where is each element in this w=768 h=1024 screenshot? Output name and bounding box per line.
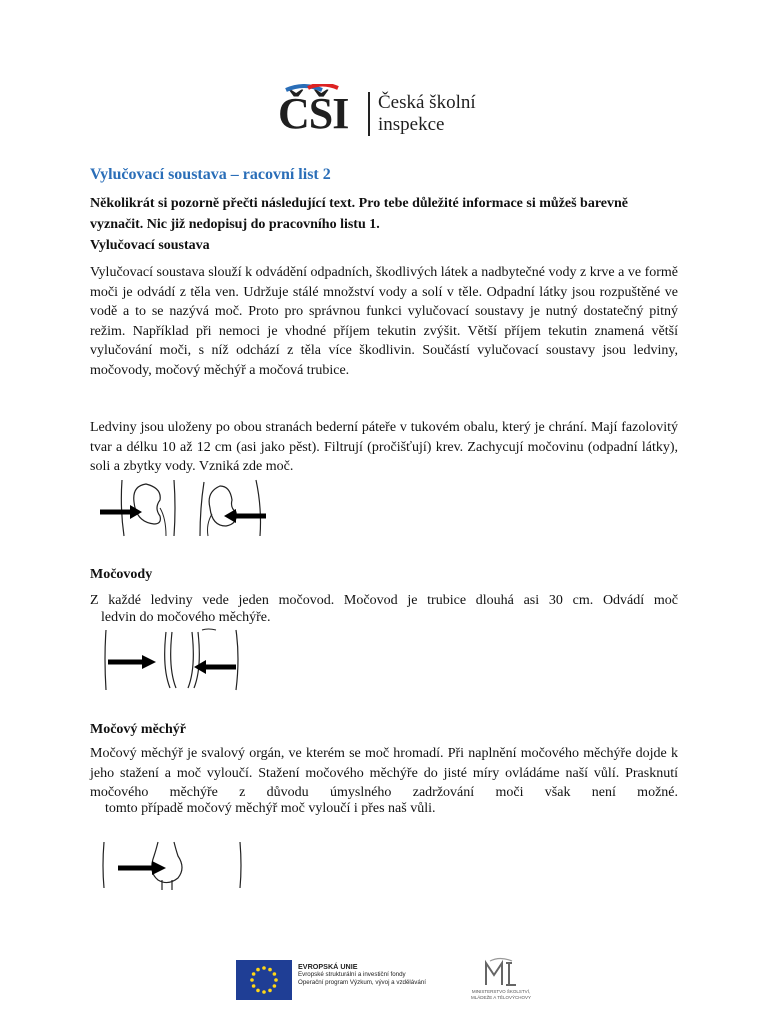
kidneys-figure (96, 478, 272, 538)
section-text-mocovody-line1: Z každé ledviny vede jeden močovod. Močovod je trubice dlouhá asi 30 cm. Odvádí moč (90, 593, 678, 608)
csi-logo (278, 84, 508, 140)
section-heading-mocovody: Močovody (90, 567, 153, 582)
eu-funding-text (298, 963, 426, 987)
kidneys-illustration (96, 478, 272, 538)
logo-line-1: Česká školní (378, 92, 476, 113)
section-text-ledviny: Ledviny jsou uloženy po obou stranách bederní páteře v tukovém obalu, který je chrání. Mají fazolovitý tvar a délku 10 až 12 cm (asi jako pěst). Filtrují (pročišťují) krev. Zachycují močovinu (odpadní látky), soli a zbytky vody. Vzniká zde moč. (90, 420, 678, 474)
section-text-mocovy-mechyr-last: tomto případě močový měchýř moč vyloučí i přes naš vůli. (105, 801, 436, 816)
csi-logo-mark: ČŠI (278, 89, 349, 138)
csi-logo-text (378, 92, 476, 136)
msmt-logo-mark-icon (460, 957, 542, 989)
eu-line-3: Operační program Výzkum, vývoj a vzdělávání (298, 979, 426, 986)
csi-logo-swoosh-icon (278, 84, 358, 140)
section-text-mocovy-mechyr: Močový měchýř je svalový orgán, ve kterém se moč hromadí. Při naplnění močového měchýře dojde k jeho stažení a moč vyloučí. Stažení močového měchýře do jisté míry ovládáme naší vůlí. Prasknutí močového měchýře z důvodu úmyslného zadržování moči však není možné. (90, 746, 678, 800)
section-heading-mocovy-mechyr: Močový měchýř (90, 722, 187, 737)
eu-flag-icon (236, 960, 292, 1000)
eu-line-1: EVROPSKÁ UNIE (298, 962, 358, 971)
ureters-illustration (96, 628, 246, 692)
msmt-line-1: MINISTERSTVO ŠKOLSTVÍ, (471, 989, 531, 994)
msmt-line-2: MLÁDEŽE A TĚLOVÝCHOVY (471, 994, 531, 1000)
funding-footer (236, 955, 542, 1005)
logo-divider (368, 92, 370, 136)
intro-instructions: Několikrát si pozorně přečti následující text. Pro tebe důležité informace si můžeš barevně vyznačit. Nic již nedopisuj do pracovního listu 1. (90, 196, 628, 232)
msmt-logo (460, 957, 542, 1001)
logo-line-2: inspekce (378, 114, 445, 135)
section-text-vylucovaci-soustava: Vylučovací soustava slouží k odvádění odpadních, škodlivých látek a nadbytečné vody z krve a ve formě moči je odvádí z těla ven. Udržuje stálé množství vody a solí v těle. Odpadní látky jsou rozpuštěné ve vodě a to se nazývá moč. Proto pro správnou funkci vylučovací soustavy je nutný dostatečný pitný režim. Například při nemoci je vhodné příjem tekutin zvýšit. Větší příjem tekutin znamená větší vylučování moči, s níž odchází z těla více škodlivin. Součástí vylučovací soustavy jsou ledviny, močovody, močový měchýř a močová trubice. (90, 265, 678, 378)
eu-line-2: Evropské strukturální a investiční fondy (298, 971, 406, 978)
section-heading-vylucovaci-soustava: Vylučovací soustava (90, 238, 210, 253)
bladder-illustration (96, 838, 246, 890)
ureters-figure (96, 628, 246, 692)
section-text-mocovody-line2: ledvin do močového měchýře. (101, 610, 271, 625)
bladder-figure (96, 838, 246, 890)
page-title: Vylučovací soustava – racovní list 2 (90, 166, 331, 183)
msmt-logo-text (460, 989, 542, 1000)
